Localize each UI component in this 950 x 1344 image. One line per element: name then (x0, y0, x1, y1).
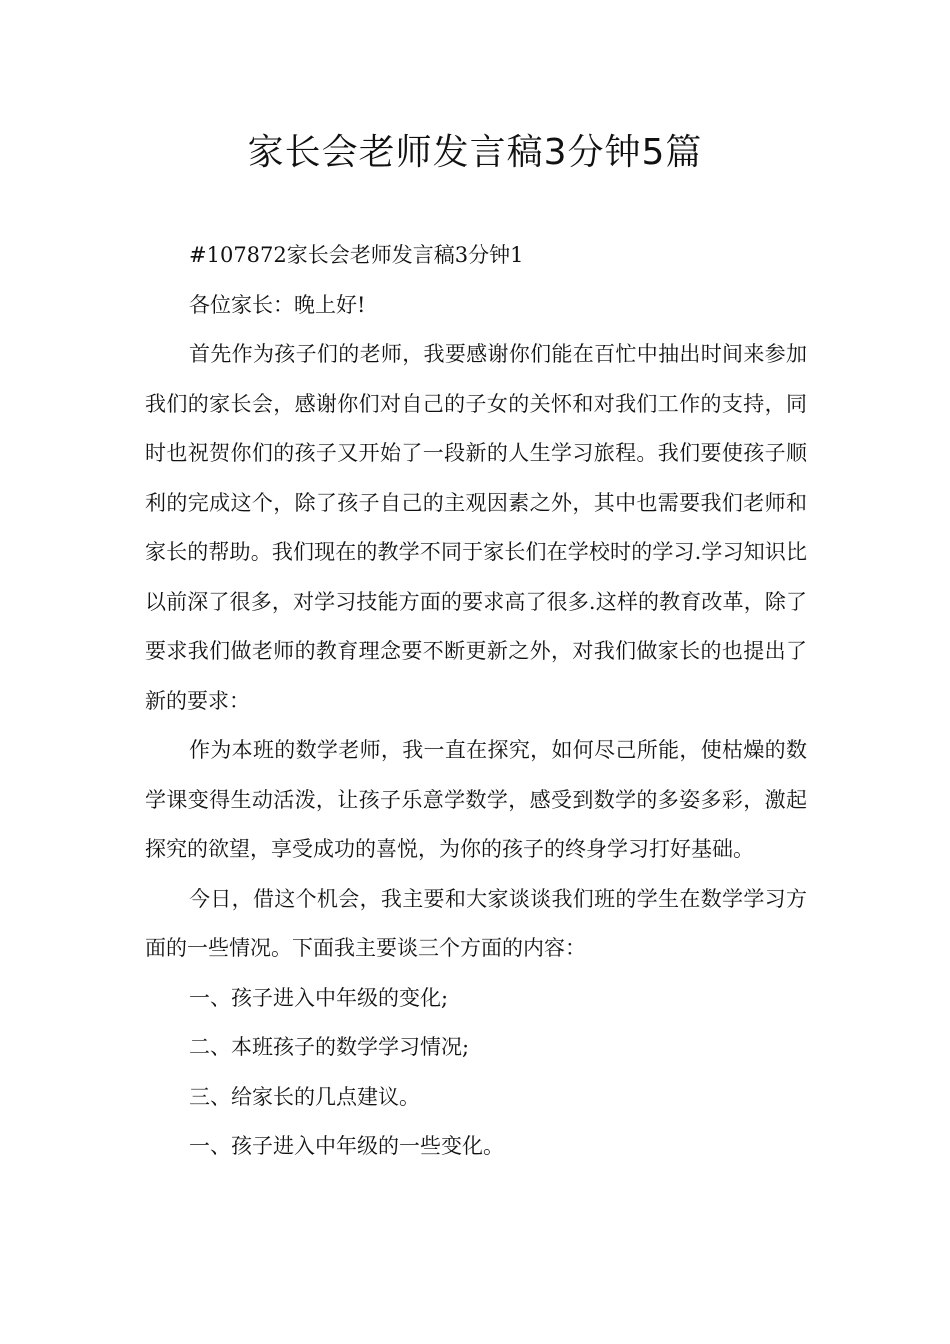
paragraph-math-teacher: 作为本班的数学老师，我一直在探究，如何尽己所能，使枯燥的数学课变得生动活泼，让孩子乐意学数学，感受到数学的多姿多彩，激起探究的欲望，享受成功的喜悦，为你的孩子的终身学习打好基础。 (145, 738, 807, 861)
paragraph-today: 今日，借这个机会，我主要和大家谈谈我们班的学生在数学学习方面的一些情况。下面我主要谈三个方面的内容： (145, 886, 807, 960)
document-body (145, 231, 807, 1172)
paragraph-heading-1: #107872家长会老师发言稿3分钟1 (189, 243, 524, 267)
list-item-1: 一、孩子进入中年级的变化; (189, 985, 449, 1010)
section-heading-1: 一、孩子进入中年级的一些变化。 (189, 1134, 504, 1158)
list-item-2: 二、本班孩子的数学学习情况; (189, 1035, 470, 1059)
paragraph-intro: 首先作为孩子们的老师，我要感谢你们能在百忙中抽出时间来参加我们的家长会，感谢你们对自己的子女的关怀和对我们工作的支持，同时也祝贺你们的孩子又开始了一段新的人生学习旅程。我们要使孩子顺利的完成这个，除了孩子自己的主观因素之外，其中也需要我们老师和家长的帮助。我们现在的教学不同于家长们在学校时的学习.学习知识比以前深了很多，对学习技能方面的要求高了很多.这样的教育改革，除了要求我们做老师的教育理念要不断更新之外，对我们做家长的也提出了新的要求： (145, 342, 807, 713)
document-title: 家长会老师发言稿3分钟5篇 (247, 132, 703, 173)
paragraph-greeting: 各位家长：晚上好! (189, 292, 366, 317)
list-item-3: 三、给家长的几点建议。 (189, 1084, 420, 1109)
